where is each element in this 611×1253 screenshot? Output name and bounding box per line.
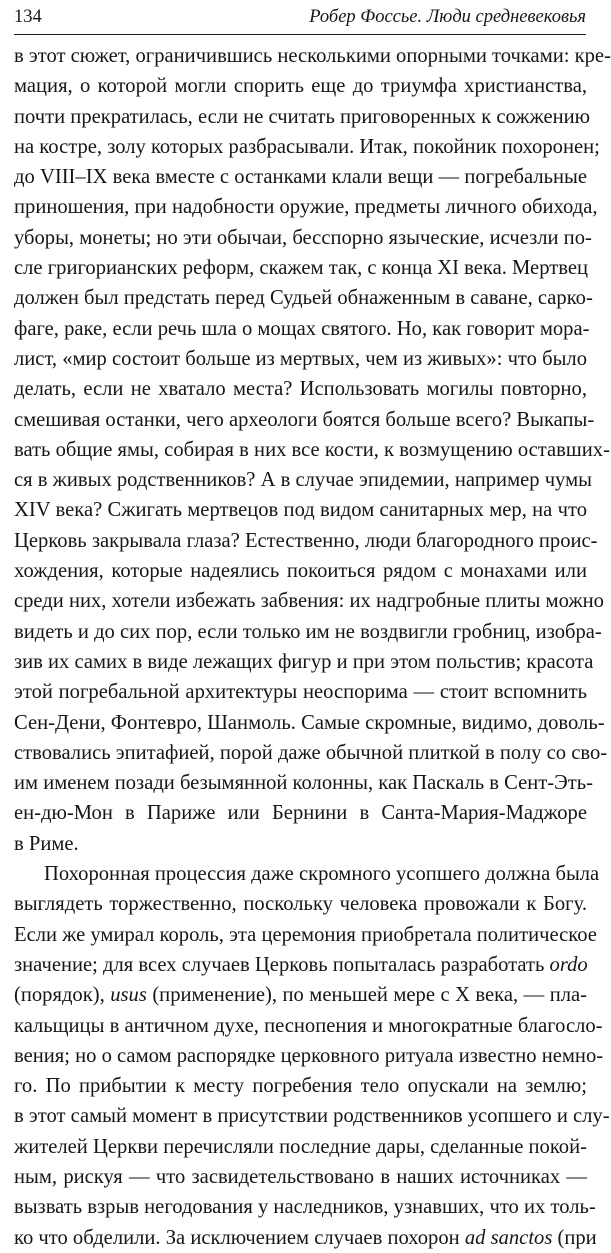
running-title: Робер Фоссье. Люди средневековья (309, 7, 586, 27)
body-text (14, 41, 611, 1253)
text-run: (порядок), (14, 984, 111, 1007)
text-run: (применение), по меньшей мере с X века, — пла- (146, 984, 587, 1007)
latin-term: ordo (549, 953, 588, 976)
text-line: жителей Церкви перечисляли последние дары, сделанные покой- (14, 1135, 587, 1158)
text-run: значение; для всех случаев Церковь попыталась разработать (14, 953, 550, 976)
text-line: видеть и до сих пор, если только им не воздвигли гробниц, изобра- (14, 620, 602, 643)
text-line: Сен-Дени, Фонтевро, Шанмоль. Самые скромные, видимо, доволь- (14, 711, 605, 734)
text-line: фаге, раке, если речь шла о мощах святого. Но, как говорит мора- (14, 317, 590, 340)
text-line: ствовались эпитафией, порой даже обычной плиткой в полу со сво- (14, 741, 608, 764)
text-line: кальщицы в античном духе, песнопения и многократные благосло- (14, 1014, 603, 1037)
paragraph-2 (14, 859, 610, 1253)
text-line: вения; но о самом распорядке церковного ритуала известно немно- (14, 1044, 604, 1067)
text-line: в этот самый момент в присутствии родственников усопшего и слу- (14, 1105, 610, 1128)
text-line: вать общие ямы, собирая в них все кости, к возмущению оставших- (14, 438, 610, 461)
text-line: выглядеть торжественно, поскольку человека провожали к Богу. (14, 893, 587, 916)
text-line: мация, о которой могли спорить еще до триумфа христианства, (14, 75, 587, 98)
text-line: должен был предстать перед Судьей обнаженным в саване, сарко- (14, 287, 593, 310)
text-line (14, 950, 587, 980)
text-line: приношения, при надобности оружие, предметы личного обихода, (14, 196, 598, 219)
text-line: сле григорианских реформ, скажем так, с конца XI века. Мертвец (14, 257, 588, 280)
text-line: уборы, монеты; но эти обычаи, бесспорно языческие, исчезли по- (14, 226, 592, 249)
text-line: го. По прибытии к месту погребения тело опускали на землю; (14, 1075, 587, 1098)
text-line: почти прекратилась, если не считать приговоренных к сожжению (14, 105, 591, 128)
text-line: Церковь закрывала глаза? Естественно, люди благородного проис- (14, 529, 598, 552)
paragraph-1 (14, 41, 611, 859)
text-line: Если же умирал король, эта церемония приобретала политическое (14, 923, 597, 946)
latin-term: ad sanctos (464, 1226, 553, 1249)
text-line: ен-дю-Мон в Париже или Бернини в Санта-Мария-Маджоре (14, 802, 587, 825)
text-line: XIV века? Сжигать мертвецов под видом санитарных мер, на что (14, 499, 587, 522)
text-line (14, 1223, 597, 1253)
text-line: ся в живых родственников? А в случае эпидемии, например чумы (14, 469, 592, 492)
running-header (14, 4, 586, 35)
text-run: (при (552, 1226, 597, 1249)
text-line: этой погребальной архитектуры неоспорима — стоит вспомнить (14, 681, 587, 704)
text-line: делать, если не хватало места? Использовать могилы повторно, (14, 378, 587, 401)
text-line: ным, рискуя — что засвидетельствовано в наших источниках — (14, 1165, 587, 1188)
text-line: им именем позади безымянной колонны, как Паскаль в Сент-Эть- (14, 772, 593, 795)
text-line: до VIII–IX века вместе с останками клали вещи — погребальные (14, 166, 587, 189)
text-line: среди них, хотели избежать забвения: их надгробные плиты можно (14, 590, 604, 613)
page-number: 134 (14, 7, 42, 27)
text-run: ко что обделили. За исключением случаев похорон (14, 1226, 465, 1249)
text-line: зив их самих в виде лежащих фигур и при этом польстив; красота (14, 650, 594, 673)
text-line: в Риме. (14, 832, 79, 855)
text-line: в этот сюжет, ограничившись несколькими опорными точками: кре- (14, 45, 611, 67)
text-line: на костре, золу которых разбрасывали. Итак, покойник похоронен; (14, 135, 600, 158)
text-line: смешивая останки, чего археологи боятся больше всего? Выкапы- (14, 408, 595, 431)
latin-term: usus (110, 984, 147, 1007)
text-line: Похоронная процессия даже скромного усопшего должна была (44, 863, 600, 886)
text-line: лист, «мир состоит больше из мертвых, чем из живых»: что было (14, 347, 587, 370)
text-line: хождения, которые надеялись покоиться рядом с монахами или (14, 560, 587, 583)
text-line: вызвать взрыв негодования у наследников, узнавших, что их толь- (14, 1196, 596, 1219)
text-line (14, 980, 587, 1010)
